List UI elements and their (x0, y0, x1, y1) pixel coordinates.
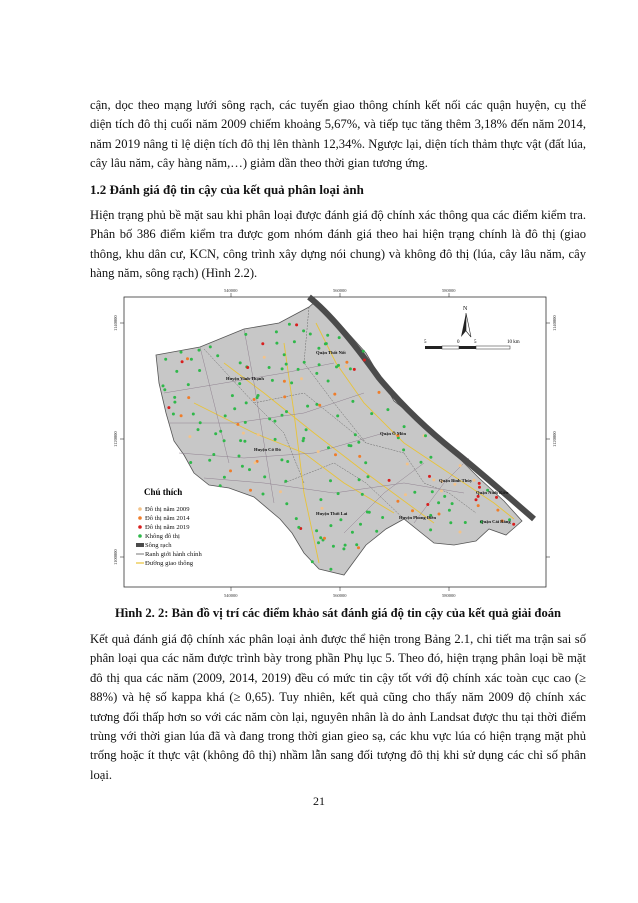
sample-point (321, 507, 324, 510)
sample-point (197, 428, 200, 431)
method-paragraph: Hiện trạng phủ bề mặt sau khi phân loại được đánh giá độ chính xác thông qua các điểm kiểm tra. Phân bố 386 điểm kiểm tra được gom nhóm đánh giá theo hai hiện trạng chính là đô thị (giao thông, khu dân cư, KCN, công trình xây dựng nói chung) và không đô thị (lúa, cây lâu năm, cây hàng năm, sông rạch) (Hình 2.2). (90, 208, 586, 281)
sample-point (429, 528, 432, 531)
sample-point (186, 357, 189, 360)
sample-point (431, 490, 434, 493)
sample-point (283, 353, 286, 356)
sample-point (244, 333, 247, 336)
x-tick-label: 580000 (442, 288, 456, 293)
figure-caption: Hình 2. 2: Bản đồ vị trí các điểm khảo sát đánh giá độ tin cậy của kết quả giải đoán (114, 606, 562, 620)
sample-point (219, 484, 222, 487)
sample-point (280, 458, 283, 461)
sample-point (495, 496, 498, 499)
legend-dot-non-urban (138, 534, 142, 538)
sample-point (477, 495, 480, 498)
sample-point (315, 529, 318, 532)
sample-point (451, 502, 454, 505)
sample-point (354, 433, 357, 436)
sample-point (426, 503, 429, 506)
sample-point (212, 453, 215, 456)
sample-point (358, 478, 361, 481)
sample-point (317, 541, 320, 544)
sample-point (355, 543, 358, 546)
district-label: Huyện Vĩnh Thạnh (226, 376, 264, 381)
sample-point (357, 441, 360, 444)
sample-point (437, 501, 440, 504)
sample-point (223, 476, 226, 479)
sample-point (216, 354, 219, 357)
sample-point (242, 432, 245, 435)
sample-point (274, 438, 277, 441)
sample-point (396, 500, 399, 503)
sample-point (478, 482, 481, 485)
y-tick-label: 1100000 (113, 549, 118, 565)
sample-point (349, 444, 352, 447)
sample-point (162, 384, 165, 387)
sample-point (164, 358, 167, 361)
sample-point (190, 358, 193, 361)
sample-point (283, 380, 286, 383)
sample-point (290, 381, 293, 384)
sample-point (333, 393, 336, 396)
sample-point (317, 450, 320, 453)
sample-point (326, 334, 329, 337)
sample-point (325, 342, 328, 345)
sample-point (239, 439, 242, 442)
sample-point (175, 370, 178, 373)
sample-point (187, 396, 190, 399)
sample-point (329, 479, 332, 482)
sample-point (349, 367, 352, 370)
sample-point (351, 400, 354, 403)
sample-point (275, 342, 278, 345)
sample-point (293, 340, 296, 343)
legend-label: Đô thị năm 2019 (145, 524, 190, 531)
sample-point (309, 333, 312, 336)
sample-point (370, 412, 373, 415)
sample-point (319, 536, 322, 539)
sample-point (271, 379, 274, 382)
sample-point (253, 398, 256, 401)
sample-point (362, 350, 365, 353)
sample-point (285, 363, 288, 366)
sample-point (449, 521, 452, 524)
sample-point (243, 440, 246, 443)
sample-point (403, 425, 406, 428)
sample-point (413, 491, 416, 494)
sample-point (420, 461, 423, 464)
sample-point (473, 479, 476, 482)
sample-point (214, 432, 217, 435)
legend-dot-2009 (138, 507, 142, 511)
y-tick-label: 1140000 (113, 315, 118, 331)
scale-label: 0 (457, 340, 460, 345)
sample-point (263, 356, 266, 359)
legend-label: Không đô thị (145, 533, 180, 540)
sample-point (402, 448, 405, 451)
sample-point (338, 336, 341, 339)
sample-point (241, 465, 244, 468)
sample-point (357, 546, 360, 549)
x-tick-label: 580000 (442, 593, 456, 598)
sample-point (334, 453, 337, 456)
sample-point (295, 323, 298, 326)
sample-point (208, 459, 211, 462)
sample-point (297, 526, 300, 529)
sample-point (386, 408, 389, 411)
sample-point (406, 463, 409, 466)
sample-point (180, 414, 183, 417)
scale-label: 5 (474, 340, 477, 345)
sample-point (172, 413, 175, 416)
sample-point (245, 401, 248, 404)
intro-paragraph: cận, dọc theo mạng lưới sông rạch, các tuyến giao thông chính kết nối các quận huyện, cụ thể diện tích đô thị cuối năm 2009 chiếm khoảng 5,67%, và tiếp tục tăng thêm 3,18% đến năm 2014, năm 2019 nâng tỉ lệ diện tích đô thị lên thành 12,34%. Ngược lại, diện tích thảm thực vật (đất lúa, cây lâu năm, cây hàng năm,…) giảm dần theo thời gian tương ứng. (90, 98, 586, 171)
legend-label: Sông rạch (145, 542, 172, 549)
sample-point (262, 493, 265, 496)
sample-point (478, 486, 481, 489)
sample-point (327, 380, 330, 383)
sample-point (459, 531, 462, 534)
legend-label: Đô thị năm 2009 (145, 506, 190, 513)
sample-point (239, 361, 242, 364)
y-tick-label: 1120000 (552, 431, 557, 447)
x-tick-label: 540000 (224, 288, 238, 293)
sample-point (475, 498, 478, 501)
sample-point (261, 342, 264, 345)
legend-title: Chú thích (144, 487, 183, 497)
sample-point (199, 421, 202, 424)
sample-point (173, 396, 176, 399)
sample-point (198, 349, 201, 352)
sample-point (411, 509, 414, 512)
sample-point (302, 329, 305, 332)
sample-point (187, 383, 190, 386)
district-label: Huyện Cờ Đỏ (254, 447, 281, 452)
sample-point (358, 455, 361, 458)
sample-point (345, 361, 348, 364)
sample-point (238, 455, 241, 458)
district-label: Huyện Thới Lai (316, 511, 348, 516)
y-tick-label: 1120000 (113, 431, 118, 447)
sample-point (345, 365, 348, 368)
sample-point (167, 406, 170, 409)
y-tick-label: 1140000 (552, 315, 557, 331)
sample-point (443, 495, 446, 498)
sample-point (303, 361, 306, 364)
sample-point (302, 437, 305, 440)
sample-point (173, 401, 176, 404)
sample-point (236, 423, 239, 426)
sample-point (275, 330, 278, 333)
district-label: Quận Cái Răng (480, 519, 511, 524)
district-label: Quận Thốt Nốt (316, 350, 346, 355)
sample-point (285, 410, 288, 413)
sample-point (300, 377, 303, 380)
sample-point (254, 461, 257, 464)
sample-point (223, 439, 226, 442)
sample-point (464, 521, 467, 524)
sample-point (238, 382, 241, 385)
sample-point (189, 461, 192, 464)
legend-river-swatch (136, 543, 144, 547)
sample-point (244, 421, 247, 424)
north-label: N (463, 306, 468, 312)
sample-point (375, 530, 378, 533)
sample-point (361, 493, 364, 496)
sample-point (248, 468, 251, 471)
study-area-map (104, 283, 562, 601)
sample-point (306, 405, 309, 408)
sample-point (295, 517, 298, 520)
sample-point (342, 547, 345, 550)
sample-point (344, 544, 347, 547)
legend-label: Ranh giới hành chính (145, 551, 202, 558)
sample-point (268, 417, 271, 420)
sample-point (319, 498, 322, 501)
sample-point (279, 490, 282, 493)
sample-point (281, 414, 284, 417)
district-label: Quận Bình Thủy (439, 478, 473, 483)
sample-point (311, 560, 314, 563)
sample-point (249, 489, 252, 492)
sample-point (367, 475, 370, 478)
sample-point (256, 396, 259, 399)
sample-point (286, 460, 289, 463)
sample-point (315, 403, 318, 406)
sample-point (268, 366, 271, 369)
sample-point (231, 394, 234, 397)
sample-point (332, 545, 335, 548)
sample-point (246, 366, 249, 369)
sample-point (432, 478, 435, 481)
section-heading: 1.2 Đánh giá độ tin cậy của kết quả phân loại ảnh (90, 182, 364, 197)
sample-point (329, 568, 332, 571)
sample-point (378, 391, 381, 394)
legend-dot-2014 (138, 516, 142, 520)
sample-point (337, 492, 340, 495)
x-tick-label: 560000 (333, 288, 347, 293)
sample-point (366, 511, 369, 514)
sample-point (229, 469, 232, 472)
sample-point (281, 367, 284, 370)
sample-point (496, 509, 499, 512)
sample-point (181, 360, 184, 363)
sample-point (315, 372, 318, 375)
sample-point (424, 434, 427, 437)
sample-point (440, 489, 443, 492)
sample-point (448, 509, 451, 512)
sample-point (273, 420, 276, 423)
results-paragraph: Kết quả đánh giá độ chính xác phân loại ảnh được thể hiện trong Bảng 2.1, chi tiết ma trận sai số phân loại qua các năm được trình bày trong phần Phụ lục 5. Theo đó, hiện trạng phân loại bề mặt đô thị qua các năm (2009, 2014, 2019) đều có mức tin cậy tốt với độ chính xác toàn cục cao (≥ 88%) và hệ số kappa khá (≥ 0,65). Tuy nhiên, kết quả cũng cho thấy năm 2009 độ chính xác tương đối thấp hơn so với các năm còn lại, nguyên nhân là do ảnh Landsat được thu tại thời điểm trùng với thời gian lúa đã và đang trong thời gian gieo sạ, các khu vực lúa có hiện trạng mặt phủ trống hoặc ít thực vật (không đô thị) nhầm lẫn sang đối tượng đô thị khi sử dụng các chỉ số phân loại. (90, 632, 586, 782)
sample-point (429, 456, 432, 459)
scale-label: 5 (424, 340, 427, 345)
sample-point (318, 404, 321, 407)
district-label: Quận Ninh Kiều (476, 490, 509, 495)
district-label: Huyện Phong Điền (399, 515, 437, 520)
sample-point (219, 430, 222, 433)
sample-point (198, 369, 201, 372)
sample-point (364, 461, 367, 464)
sample-point (318, 363, 321, 366)
sample-point (263, 475, 266, 478)
sample-point (428, 475, 431, 478)
district-label: Quận Ô Môn (380, 431, 407, 436)
sample-point (359, 523, 362, 526)
sample-point (381, 516, 384, 519)
sample-point (192, 413, 195, 416)
sample-point (327, 446, 330, 449)
sample-point (257, 433, 260, 436)
sample-point (323, 537, 326, 540)
sample-point (477, 504, 480, 507)
sample-point (283, 395, 286, 398)
legend-label: Đô thị năm 2014 (145, 515, 190, 522)
sample-point (224, 414, 227, 417)
legend-label: Đường giao thông (145, 560, 194, 567)
sample-point (329, 524, 332, 527)
sample-point (180, 351, 183, 354)
page-number: 21 (313, 794, 325, 808)
sample-point (297, 368, 300, 371)
sample-point (209, 345, 212, 348)
sample-point (336, 414, 339, 417)
sample-point (363, 359, 366, 362)
sample-point (305, 428, 308, 431)
sample-point (339, 518, 342, 521)
sample-point (353, 368, 356, 371)
sample-point (388, 479, 391, 482)
sample-point (288, 323, 291, 326)
sample-point (453, 483, 456, 486)
legend-dot-2019 (138, 525, 142, 529)
sample-point (163, 388, 166, 391)
sample-point (188, 435, 191, 438)
x-tick-label: 540000 (224, 593, 238, 598)
sample-point (285, 502, 288, 505)
sample-point (404, 493, 407, 496)
sample-point (512, 523, 515, 526)
sample-point (438, 513, 441, 516)
sample-point (233, 407, 236, 410)
x-tick-label: 560000 (333, 593, 347, 598)
sample-point (351, 531, 354, 534)
sample-point (284, 480, 287, 483)
sample-point (335, 365, 338, 368)
sample-point (459, 464, 462, 467)
scale-label: 10 km (507, 340, 520, 345)
